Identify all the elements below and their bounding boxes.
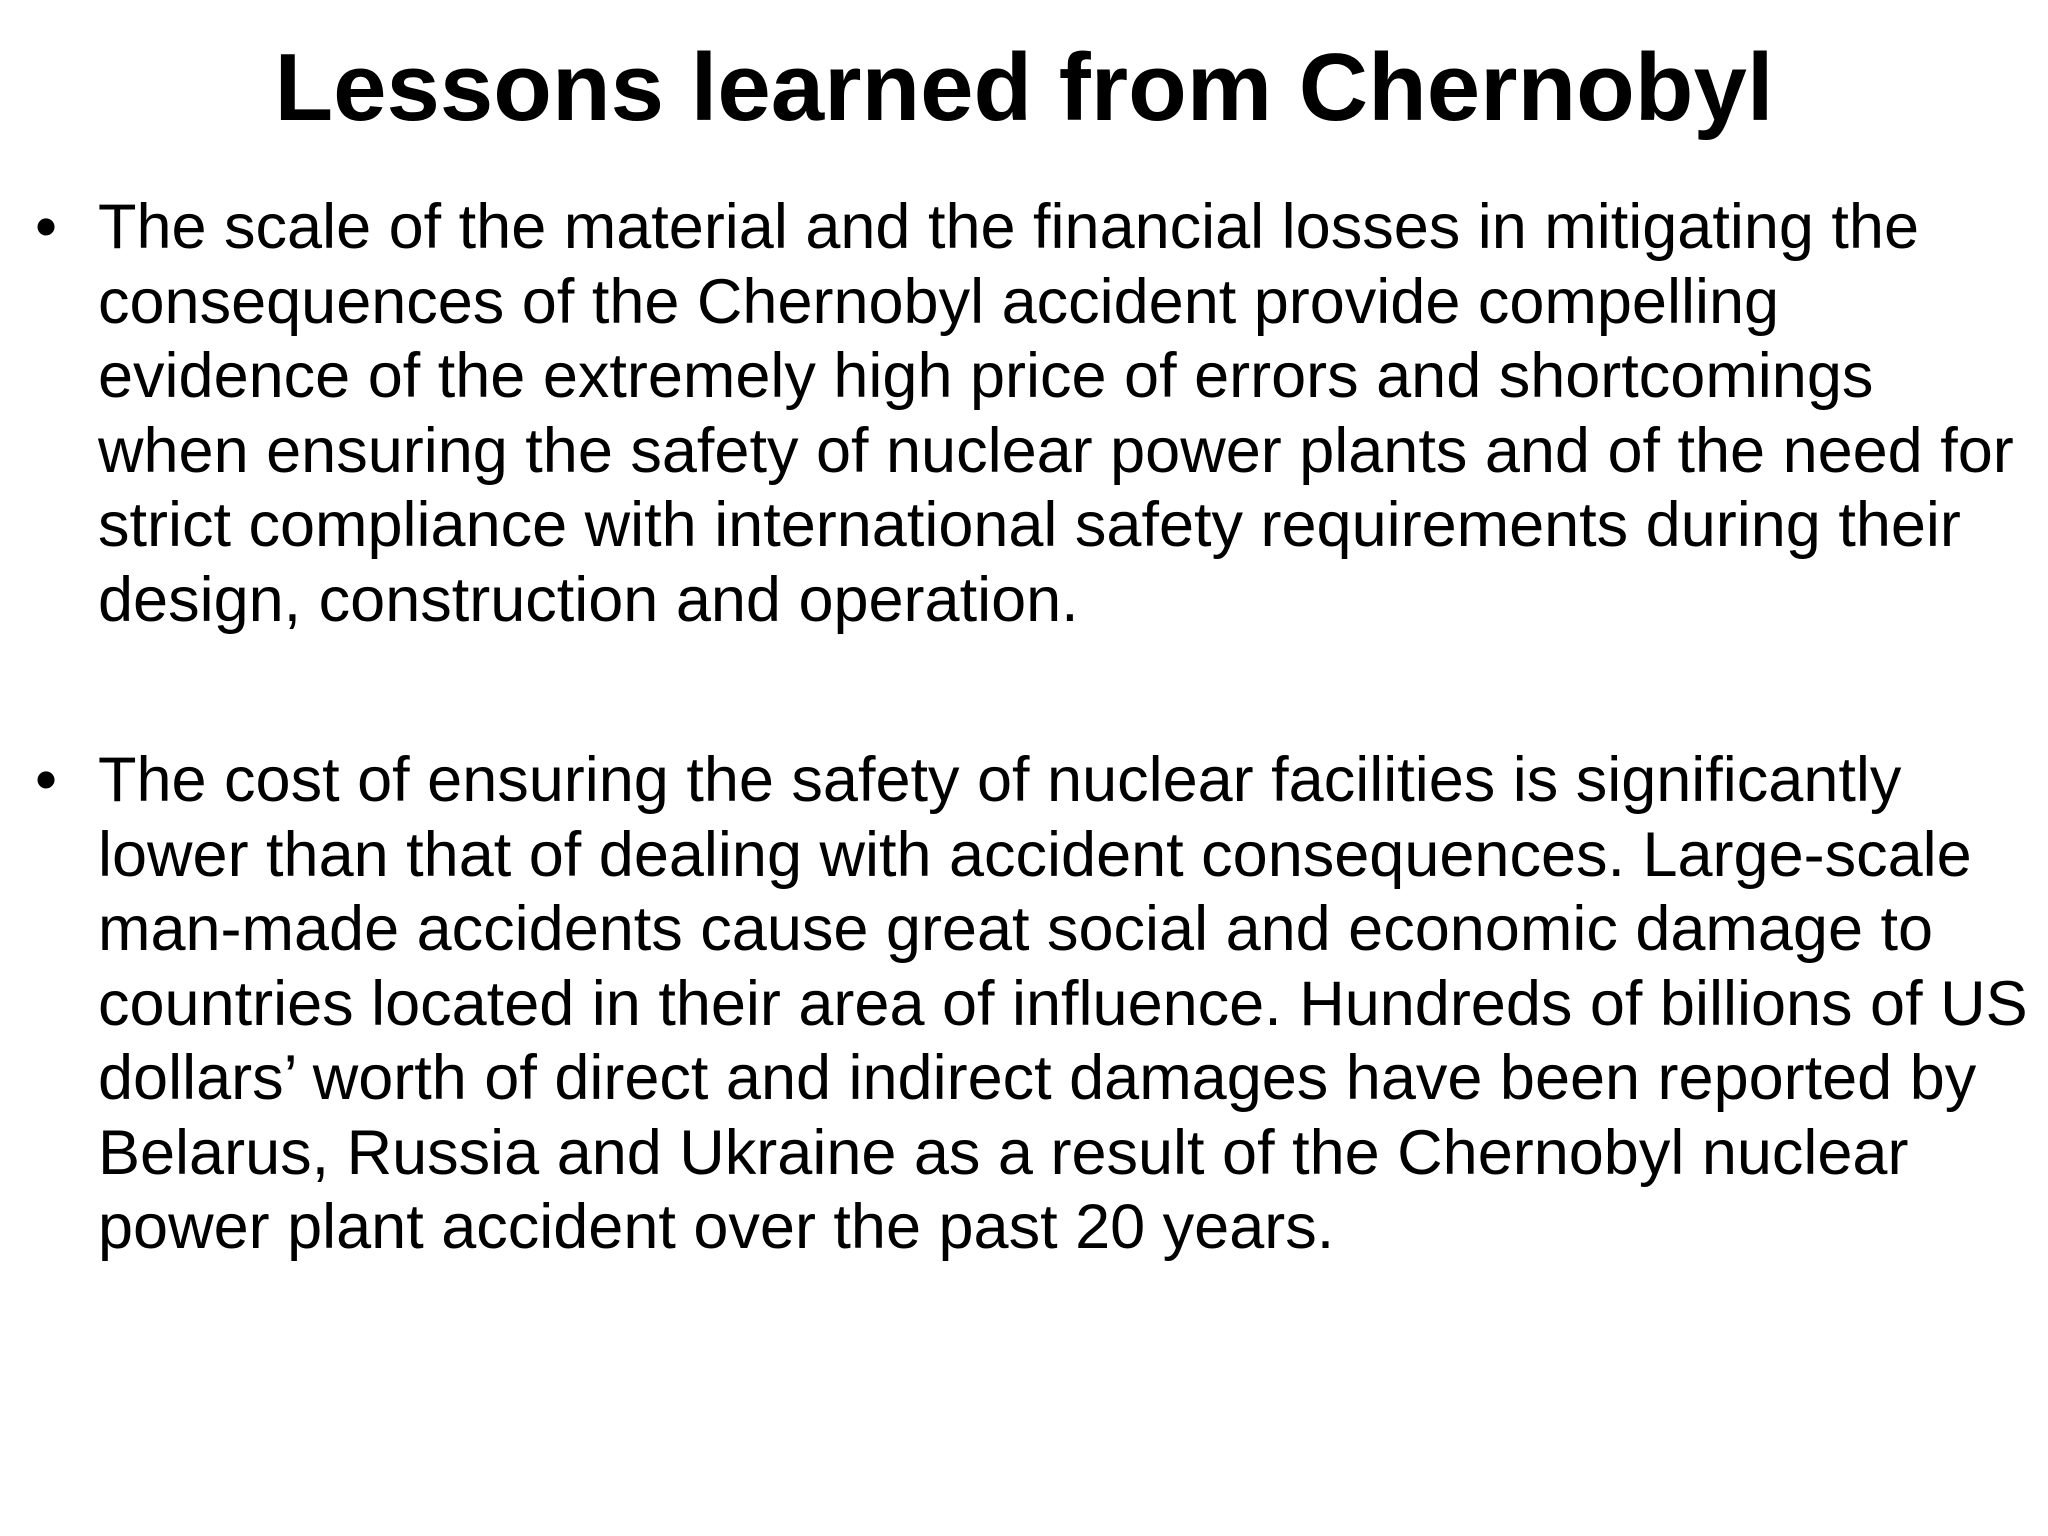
bullet-dot-icon: • <box>35 745 58 815</box>
bullet-item <box>0 743 2048 1265</box>
bullet-item <box>0 190 2048 637</box>
bullet-dot-icon: • <box>35 192 58 262</box>
bullet-text: The cost of ensuring the safety of nuclear facilities is significantly lower than that of dealing with accident consequences. Large-scale man-made accidents cause great social and economic damage to countries located in their area of influence. Hundreds of billions of US dollars’ worth of direct and indirect damages have been reported by Belarus, Russia and Ukraine as a result of the Chernobyl nuclear power plant accident over the past 20 years. <box>98 745 2028 1262</box>
bullet-text: The scale of the material and the financial losses in mitigating the consequences of the Chernobyl accident provide compelling evidence of the extremely high price of errors and shortcomings when ensuring the safety of nuclear power plants and of the need for strict compliance with international safety requirements during their design, construction and operation. <box>98 192 2014 635</box>
slide-title: Lessons learned from Chernobyl <box>274 34 1774 141</box>
bullet-list <box>0 190 2048 1265</box>
